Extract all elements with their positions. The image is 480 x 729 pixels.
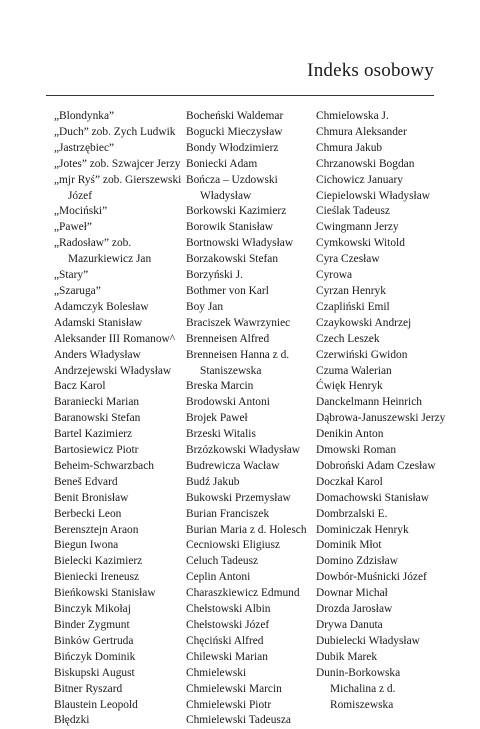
index-entry: Downar Michał — [316, 587, 388, 600]
index-entry: Budrewicza Wacław — [186, 459, 280, 472]
index-entry: „Jotes” zob. Szwajcer Jerzy — [54, 157, 181, 170]
index-entry: Benit Bronisław — [54, 491, 129, 504]
index-entry: Burian Maria z d. Holesch — [186, 523, 307, 536]
index-entry: „Radosław” zob. — [54, 237, 132, 250]
index-entry: Brenneisen Hanna z d. — [186, 348, 290, 361]
index-entry: Chmielewski Piotr — [186, 698, 272, 711]
index-entry: Ceplin Antoni — [186, 571, 251, 584]
index-entry: „Mociński” — [54, 205, 108, 218]
index-entry: Bortnowski Władysław — [186, 237, 294, 250]
index-entry: Brodowski Antoni — [186, 396, 270, 409]
index-entry: Domachowski Stanisław — [316, 491, 429, 504]
index-entry: „Duch” zob. Zych Ludwik — [54, 125, 176, 138]
index-entry: Brzeski Witalis — [186, 428, 256, 441]
index-entry: Brojek Paweł — [186, 412, 248, 425]
index-entry-continuation: Michalina z d. — [330, 682, 396, 695]
index-entry: Baranowski Stefan — [54, 412, 141, 425]
index-entry: Chełstowski Józef — [186, 619, 270, 631]
index-entry: Dowbór-Muśnicki Józef — [316, 571, 427, 584]
index-entry: Bończa – Uzdowski — [186, 173, 278, 186]
index-entry: Baraniecki Marian — [54, 396, 140, 409]
index-entry: Dobroński Adam Czesław — [316, 459, 436, 472]
index-entry: Brenneisen Alfred — [186, 332, 270, 345]
index-entry: Biegun Iwona — [54, 539, 119, 552]
index-entry: Cichowicz January — [316, 173, 403, 186]
index-entry: Chmielewski Tadeusza — [186, 714, 291, 727]
index-entry: „Stary” — [54, 269, 89, 282]
index-entry: Czuma Walerian — [316, 364, 392, 377]
index-entry: Denikin Anton — [316, 428, 384, 441]
index-entry: Chmura Aleksander — [316, 125, 407, 138]
index-entry: Cyra Czesław — [316, 253, 380, 266]
index-entry: Blaustein Leopold — [54, 698, 138, 711]
index-entry: Doczkał Karol — [316, 475, 383, 488]
index-entry: Bińczyk Dominik — [54, 650, 136, 663]
index-entry: Czaykowski Andrzej — [316, 316, 412, 329]
page-title: Indeks osobowy — [307, 60, 434, 81]
index-entry: Binków Gertruda — [54, 634, 134, 647]
index-entry-continuation: Staniszewska — [200, 364, 262, 377]
index-entry: Chełstowski Albin — [186, 603, 271, 616]
index-entry-continuation: Władysław — [200, 189, 252, 202]
index-entry: Bukowski Przemysław — [186, 491, 291, 504]
index-entry: Biskupski August — [54, 666, 135, 679]
index-entry-continuation: Romiszewska — [330, 698, 394, 711]
index-entry: Chmielowska J. — [316, 110, 389, 122]
index-entry: „Blondynka” — [54, 110, 115, 122]
index-entry: Czapliński Emil — [316, 300, 390, 313]
title-rule — [46, 95, 434, 96]
index-entry: Drywa Danuta — [316, 619, 383, 631]
index-entry: Binczyk Mikołaj — [54, 603, 131, 616]
index-entry: Borowik Stanisław — [186, 221, 274, 234]
index-entry: Binder Zygmunt — [54, 619, 130, 631]
index-entry: Czerwiński Gwidon — [316, 348, 408, 361]
index-entry: Borkowski Kazimierz — [186, 205, 287, 218]
index-entry: Berensztejn Araon — [54, 523, 139, 536]
index-entry: Chmielewski — [186, 666, 247, 679]
index-entry: Brzózkowski Władysław — [186, 444, 300, 457]
index-entry: Ćwięk Henryk — [316, 380, 383, 393]
index-entry: Budź Jakub — [186, 475, 240, 488]
index-entry: Dombrzalski E. — [316, 507, 388, 520]
index-entry: Berbecki Leon — [54, 507, 122, 520]
index-entry: Czech Leszek — [316, 332, 380, 345]
index-entry: Adamski Stanisław — [54, 316, 143, 329]
index-entry: Dmowski Roman — [316, 444, 397, 457]
index-entry: Beneš Edvard — [54, 475, 118, 488]
index-entry: Bacz Karol — [54, 380, 106, 393]
index-column-1 — [54, 109, 181, 729]
index-entry: Chęciński Alfred — [186, 634, 264, 647]
index-entry: Cyrzan Henryk — [316, 284, 386, 297]
index-entry: Boy Jan — [186, 300, 224, 313]
index-entry: Adamczyk Bolesław — [54, 300, 149, 313]
index-entry: Cwingmann Jerzy — [316, 221, 399, 234]
index-entry: Celuch Tadeusz — [186, 555, 259, 568]
index-entry: Bothmer von Karl — [186, 284, 269, 297]
index-entry: Dominik Młot — [316, 539, 382, 552]
index-entry: Dubik Marek — [316, 650, 378, 663]
index-entry: Boniecki Adam — [186, 157, 258, 170]
index-entry: Chilewski Marian — [186, 650, 268, 663]
index-entry: Bondy Włodzimierz — [186, 141, 279, 154]
index-entry: „Jastrzębiec” — [54, 141, 115, 154]
index-entry: „Paweł” — [54, 221, 92, 234]
index-entry: Aleksander III Romanow^ — [54, 332, 176, 345]
index-entry: Błędzki — [54, 714, 90, 727]
index-column-2 — [186, 109, 307, 729]
index-entry: Beheim-Schwarzbach — [54, 459, 154, 472]
index-entry: Chmura Jakub — [316, 141, 383, 154]
index-entry-continuation: Józef — [68, 189, 93, 202]
index-entry: Bieńkowski Stanisław — [54, 587, 156, 600]
index-entry: Borzyński J. — [186, 269, 243, 282]
index-entry: „mjr Ryś” zob. Gierszewski — [54, 173, 182, 186]
index-entry: Braciszek Wawrzyniec — [186, 316, 291, 329]
index-entry: Dąbrowa-Januszewski Jerzy — [316, 412, 446, 425]
index-entry: Chrzanowski Bogdan — [316, 157, 415, 170]
index-entry: Bielecki Kazimierz — [54, 555, 143, 568]
index-entry: Breska Marcin — [186, 380, 254, 393]
index-entry: Bogucki Mieczysław — [186, 125, 283, 138]
index-entry: Drozda Jarosław — [316, 603, 393, 616]
index-entry: Burian Franciszek — [186, 507, 270, 520]
index-entry-continuation: Mazurkiewicz Jan — [68, 253, 152, 266]
index-entry: Chmielewski Marcin — [186, 682, 282, 695]
index-entry: Cecniowski Eligiusz — [186, 539, 280, 552]
index-entry: Borzakowski Stefan — [186, 253, 279, 266]
index-entry: Domino Zdzisław — [316, 555, 398, 568]
index-entry: Ciepielowski Władysław — [316, 189, 430, 202]
index-entry: Cieślak Tadeusz — [316, 205, 390, 218]
index-entry: Cymkowski Witold — [316, 237, 405, 250]
index-entry: Bieniecki Ireneusz — [54, 571, 140, 584]
index-entry: Dunin-Borkowska — [316, 666, 401, 679]
index-entry: Bartel Kazimierz — [54, 428, 133, 441]
index-entry: „Szaruga” — [54, 284, 101, 297]
index-entry: Bitner Ryszard — [54, 682, 123, 695]
index-entry: Cyrowa — [316, 269, 353, 282]
index-entry: Charaszkiewicz Edmund — [186, 587, 300, 600]
index-entry: Bartosiewicz Piotr — [54, 444, 139, 457]
index-entry: Andrzejewski Władysław — [54, 364, 172, 377]
index-entry: Dominiczak Henryk — [316, 523, 409, 536]
index-entry: Dubielecki Władysław — [316, 634, 420, 647]
index-entry: Bocheński Waldemar — [186, 110, 284, 122]
index-entry: Anders Władysław — [54, 348, 141, 361]
index-entry: Danckelmann Heinrich — [316, 396, 422, 409]
index-column-3 — [316, 109, 445, 713]
